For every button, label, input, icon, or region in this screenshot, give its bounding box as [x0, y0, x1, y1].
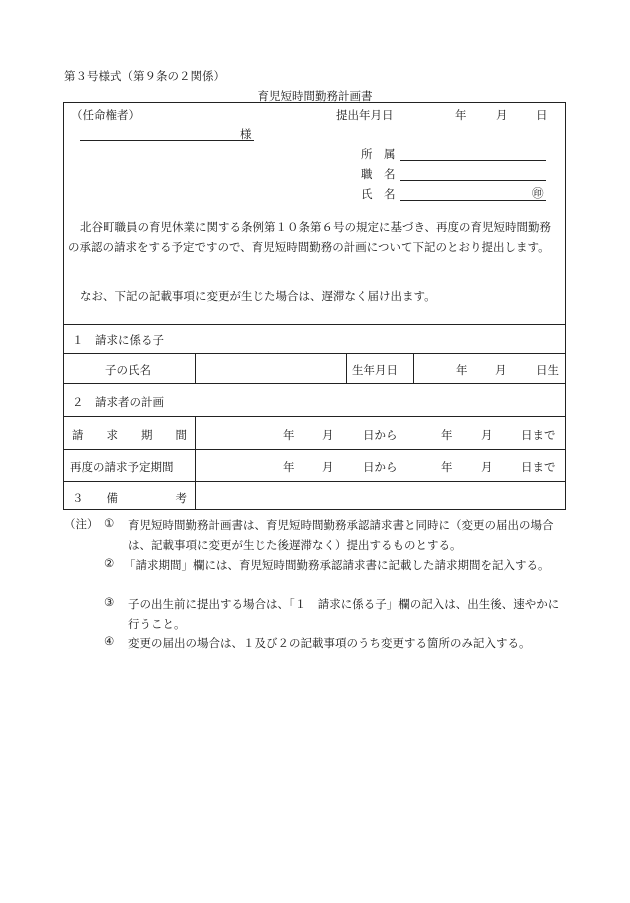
divider-child-row-top — [63, 353, 566, 354]
period-start-from: 日から — [363, 428, 398, 442]
birthdate-label: 生年月日 — [352, 363, 398, 377]
section2-heading: ２ 請求者の計画 — [72, 395, 164, 409]
note-1-number: ① — [104, 516, 115, 530]
note-3-number: ③ — [104, 595, 115, 609]
replan-start-from: 日から — [363, 460, 398, 474]
name-field[interactable] — [400, 200, 546, 201]
submit-day-unit: 日 — [536, 108, 548, 122]
replan-end-month-unit: 月 — [481, 460, 493, 474]
period-end-until: 日まで — [521, 428, 556, 442]
remarks-field[interactable] — [198, 484, 563, 508]
birth-day-unit: 日生 — [536, 363, 559, 377]
body-paragraph-1: 北谷町職員の育児休業に関する条例第１０条第６号の規定に基づき、再度の育児短時間勤務の承認の請求をする予定ですので、育児短時間勤務の計画について下記のとおり提出します。 — [68, 220, 552, 254]
submit-year-unit: 年 — [455, 108, 467, 122]
child-name-field[interactable] — [198, 356, 344, 381]
section1-heading: １ 請求に係る子 — [72, 333, 164, 347]
period-start-month-unit: 月 — [322, 428, 334, 442]
sama-label: 様 — [240, 127, 252, 141]
form-number: 第３号様式（第９条の２関係） — [64, 69, 225, 83]
replan-end-year-unit: 年 — [441, 460, 453, 474]
birth-month-unit: 月 — [495, 363, 507, 377]
divider-remarks-row-top — [63, 481, 566, 482]
child-name-label: 子の氏名 — [105, 363, 151, 377]
authority-label: （任命権者） — [71, 108, 140, 122]
position-field[interactable] — [400, 180, 546, 181]
replan-start-month-unit: 月 — [322, 460, 334, 474]
seal-mark: ㊞ — [532, 186, 544, 200]
note-4-number: ④ — [104, 634, 115, 648]
period-end-year-unit: 年 — [441, 428, 453, 442]
plan-col-divider — [195, 416, 196, 510]
birthdate-label-right-divider — [413, 353, 414, 383]
birthdate-label-left-divider — [346, 353, 347, 383]
divider-period-row-top — [63, 416, 566, 417]
document-title: 育児短時間勤務計画書 — [257, 89, 373, 103]
submit-date-label: 提出年月日 — [336, 108, 394, 122]
child-name-col-divider — [195, 353, 196, 383]
name-label: 氏 名 — [361, 187, 396, 201]
replan-start-year-unit: 年 — [283, 460, 295, 474]
divider-replan-row-top — [63, 449, 566, 450]
note-2-number: ② — [104, 556, 115, 570]
note-2-text: 「請求期間」欄には、育児短時間勤務承認請求書に記載した請求期間を記入する。 — [124, 558, 550, 572]
remarks-label: ３ 備 考 — [72, 491, 187, 505]
period-end-month-unit: 月 — [481, 428, 493, 442]
birth-year-unit: 年 — [456, 363, 468, 377]
note-3-text: 子の出生前に提出する場合は、「１ 請求に係る子」欄の記入は、出生後、速やかに行うこと。 — [128, 597, 560, 631]
period-start-year-unit: 年 — [283, 428, 295, 442]
divider-section1 — [63, 324, 566, 325]
request-period-label: 請 求 期 間 — [72, 428, 187, 442]
affiliation-field[interactable] — [400, 160, 546, 161]
affiliation-label: 所 属 — [361, 147, 396, 161]
authority-name-line[interactable] — [80, 140, 254, 141]
notes-prefix: （注） — [64, 517, 99, 531]
note-4-text: 変更の届出の場合は、１及び２の記載事項のうち変更する箇所のみ記入する。 — [128, 636, 531, 650]
submit-month-unit: 月 — [496, 108, 508, 122]
note-1-text: 育児短時間勤務計画書は、育児短時間勤務承認請求書と同時に（変更の届出の場合は、記載事項に変更が生じた後遅滞なく）提出するものとする。 — [128, 518, 554, 552]
body-paragraph-2: なお、下記の記載事項に変更が生じた場合は、遅滞なく届け出ます。 — [80, 289, 436, 303]
divider-section2 — [63, 383, 566, 384]
replan-end-until: 日まで — [521, 460, 556, 474]
replan-period-label: 再度の請求予定期間 — [70, 460, 174, 474]
position-label: 職 名 — [361, 167, 396, 181]
